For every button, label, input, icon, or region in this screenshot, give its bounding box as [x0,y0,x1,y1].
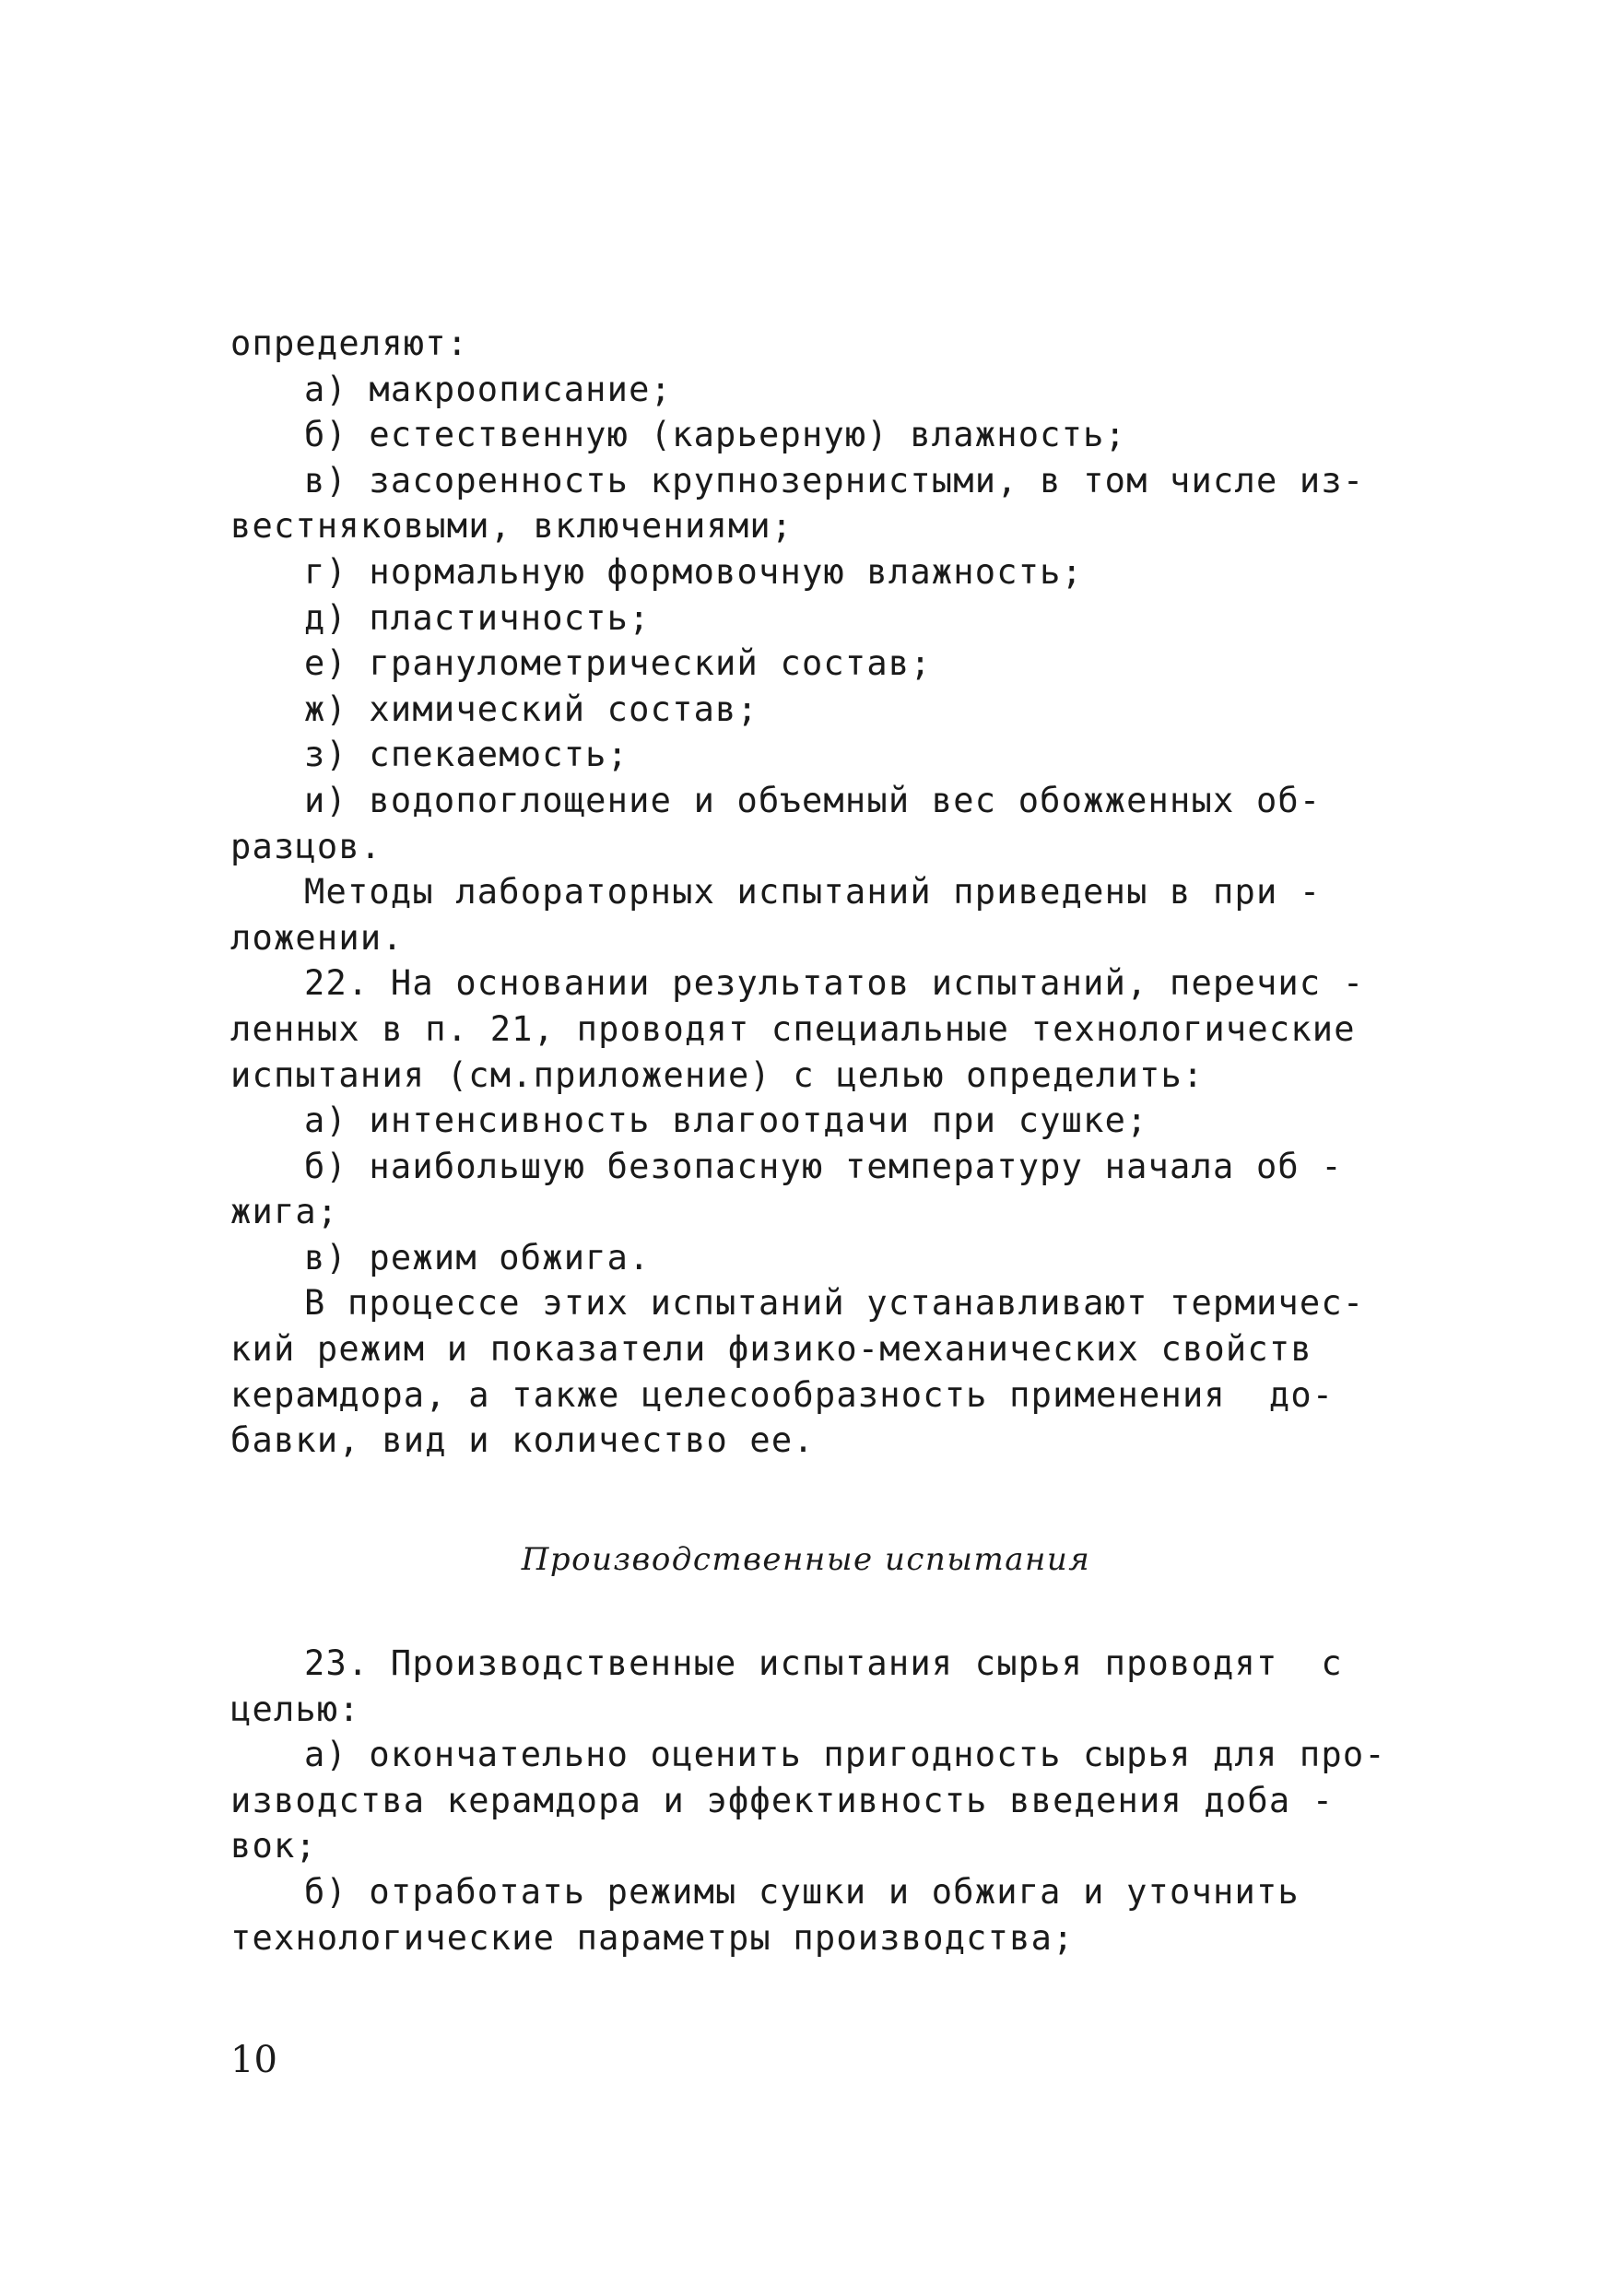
list-item-g: г) нормальную формовочную влажность; [304,551,1084,592]
list-item-zh: ж) химический состав; [304,689,759,729]
text-line: кий режим и показатели физико-механических свойств [230,1329,1312,1370]
text-line: технологические параметры производства; [230,1917,1075,1958]
list-item-d: д) пластичность; [304,597,651,638]
page-number: 10 [230,2039,277,2081]
paragraph-23-start: 23. Производственные испытания сырья проводят с [304,1643,1343,1683]
text-line: бавки, вид и количество ее. [230,1420,815,1461]
paragraph-line: В процессе этих испытаний устанавливают термичес- [304,1283,1365,1324]
text-line: определяют: [230,324,469,363]
body-text-block-1 [230,321,1429,1464]
list-item-i: и) водопоглощение и объемный вес обожженных об- [304,780,1322,820]
body-text-block-2 [230,1641,1429,1960]
list-item-b: б) отработать режимы сушки и обжига и уточнить [304,1871,1300,1912]
list-item-a: а) макроописание; [304,369,673,409]
text-line: целью: [230,1689,360,1729]
text-line: керамдора, а также целесообразность применения до- [230,1374,1335,1415]
text-line: ложении. [230,917,404,958]
text-line: испытания (см.приложение) с целью определить: [230,1054,1205,1095]
list-item-v: в) засоренность крупнозернистыми, в том числе из- [304,460,1365,500]
list-item-a: а) интенсивность влагоотдачи при сушке; [304,1101,1148,1141]
paragraph-22-start: 22. На основании результатов испытаний, перечис - [304,963,1365,1004]
list-item-b: б) естественную (карьерную) влажность; [304,415,1127,455]
section-heading: Производственные испытания [521,1541,1091,1578]
text-line: жига; [230,1192,339,1232]
text-line: ленных в п. 21, проводят специальные технологические [230,1008,1356,1049]
text-line: разцов. [230,826,382,866]
paragraph-line: Методы лабораторных испытаний приведены в при - [304,872,1322,913]
text-line: вок; [230,1826,317,1866]
list-item-b: б) наибольшую безопасную температуру начала об - [304,1146,1343,1186]
list-item-v: в) режим обжига. [304,1237,651,1278]
list-item-z: з) спекаемость; [304,735,630,775]
text-line: вестняковыми, включениями; [230,506,794,547]
list-item-a: а) окончательно оценить пригодность сырья для про- [304,1735,1386,1775]
list-item-e: е) гранулометрический состав; [304,643,932,684]
text-line: изводства керамдора и эффективность введения доба - [230,1780,1335,1820]
